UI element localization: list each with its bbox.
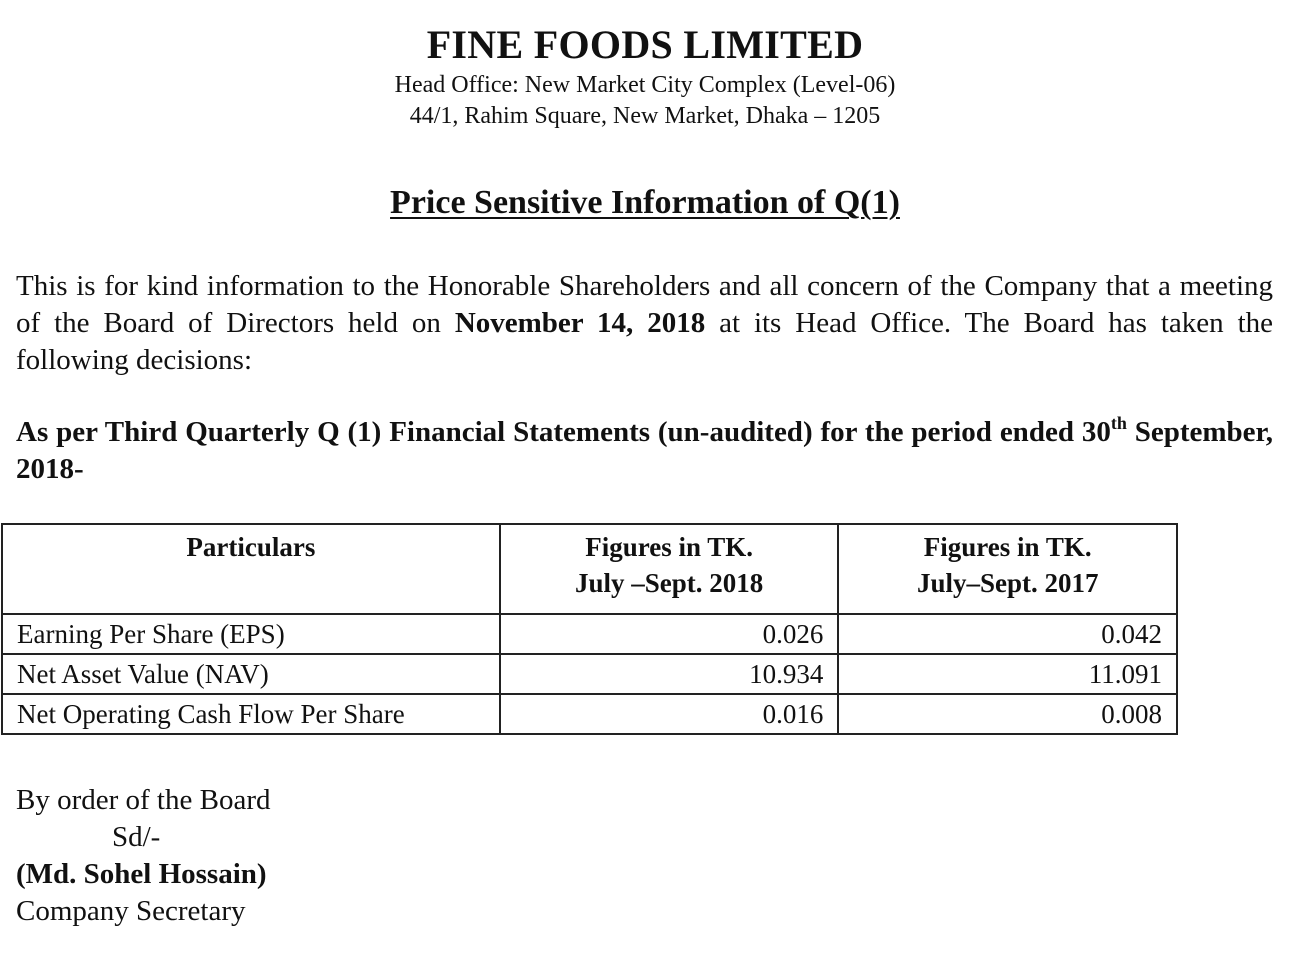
statement-heading-main: As per Third Quarterly Q (1) Financial Statements (un-audited) for the period ended 30 — [16, 416, 1111, 448]
header-2018-line2: July –Sept. 2018 — [574, 568, 764, 598]
address-line-2: 44/1, Rahim Square, New Market, Dhaka – 1205 — [409, 103, 881, 129]
header-2017-line1: Figures in TK. — [923, 532, 1092, 562]
header-2018 — [500, 524, 839, 614]
document-title-text: Price Sensitive Information of Q(1) — [390, 184, 900, 221]
document-title — [0, 182, 1290, 224]
row-label-nocfps: Net Operating Cash Flow Per Share — [2, 694, 500, 734]
financial-table — [1, 523, 1178, 735]
statement-heading-sup: th — [1110, 413, 1127, 433]
eps-2018: 0.026 — [500, 614, 839, 654]
header-particulars: Particulars — [2, 524, 500, 614]
header-2018-line1: Figures in TK. — [585, 532, 754, 562]
signatory-name: (Md. Sohel Hossain) — [16, 858, 267, 890]
row-label-eps: Earning Per Share (EPS) — [2, 614, 500, 654]
statement-heading — [16, 414, 1273, 488]
nocfps-2018: 0.016 — [500, 694, 839, 734]
signature-line-order: By order of the Board — [16, 784, 271, 816]
company-name: FINE FOODS LIMITED — [426, 22, 864, 67]
header-2017-line2: July–Sept. 2017 — [916, 568, 1099, 598]
meeting-date: November 14, 2018 — [454, 307, 706, 339]
intro-text-before: This is for kind information to the Honorable Shareholders and all concern of the Company that a meeting of the Board of Directors held on — [16, 270, 1273, 339]
table-row — [2, 694, 1177, 734]
table-row — [2, 614, 1177, 654]
eps-2017: 0.042 — [838, 614, 1177, 654]
row-label-nav: Net Asset Value (NAV) — [2, 654, 500, 694]
nav-2018: 10.934 — [500, 654, 839, 694]
header-2017 — [838, 524, 1177, 614]
address-line-1: Head Office: New Market City Complex (Level-06) — [394, 72, 896, 98]
signatory-designation: Company Secretary — [16, 895, 246, 927]
table-header-row — [2, 524, 1177, 614]
intro-text-after: at its Head Office. The Board has taken the following decisions: — [16, 307, 1273, 376]
table-row — [2, 654, 1177, 694]
intro-paragraph — [16, 268, 1273, 379]
nocfps-2017: 0.008 — [838, 694, 1177, 734]
signature-sd: Sd/- — [112, 821, 161, 853]
signature-block — [16, 782, 271, 930]
nav-2017: 11.091 — [838, 654, 1177, 694]
statement-heading-rest: September, 2018- — [16, 416, 1273, 485]
